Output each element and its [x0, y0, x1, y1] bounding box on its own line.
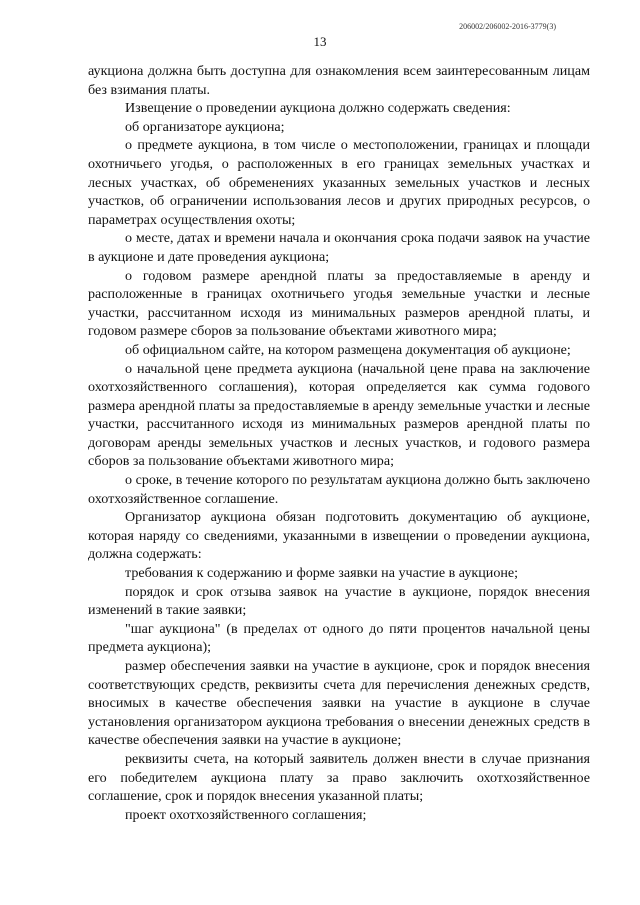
- paragraph: о годовом размере арендной платы за предоставляемые в аренду и расположенные в границах охотничьего угодья земельные участки и лесные участки, рассчитанном исходя из минимальных размеров арендной платы, и годовом размере сборов за пользование объектами животного мира;: [88, 267, 590, 340]
- document-id: 206002/206002-2016-3779(3): [459, 22, 556, 31]
- paragraph: об организаторе аукциона;: [125, 118, 285, 135]
- paragraph: аукциона должна быть доступна для ознакомления всем заинтересованным лицам без взимания платы.: [88, 63, 590, 98]
- paragraph: порядок и срок отзыва заявок на участие в аукционе, порядок внесения изменений в такие заявки;: [88, 583, 590, 619]
- paragraph: о месте, датах и времени начала и окончания срока подачи заявок на участие в аукционе и дате проведения аукциона;: [88, 230, 590, 265]
- paragraph: требования к содержанию и форме заявки на участие в аукционе;: [125, 565, 519, 582]
- paragraph: "шаг аукциона" (в пределах от одного до пяти процентов начальной цены предмета аукциона);: [88, 620, 590, 656]
- paragraph: об официальном сайте, на котором размещена документация об аукционе;: [125, 341, 571, 358]
- paragraph: о начальной цене предмета аукциона (начальной цене права на заключение охотхозяйственного соглашения), которая определяется как сумма годового размера арендной платы за предоставляемые в аренду земельные участки и лесные участки, рассчитанного исходя из минимальных размеров арендной платы по договорам аренды земельных участков и лесных участков, и годового размера сборов за пользование объектами животного мира;: [88, 360, 590, 470]
- paragraph: Извещение о проведении аукциона должно содержать сведения:: [125, 100, 511, 117]
- paragraph: о сроке, в течение которого по результатам аукциона должно быть заключено охотхозяйственное соглашение.: [88, 472, 590, 507]
- paragraph: размер обеспечения заявки на участие в аукционе, срок и порядок внесения соответствующих средств, реквизиты счета для перечисления денежных средств, вносимых в качестве обеспечения заявки на участие в аукционе в случае установления организатором аукциона требования о внесении денежных средств в качестве обеспечения заявки на участие в аукционе;: [88, 658, 590, 749]
- page-number: 13: [313, 34, 327, 49]
- paragraph: Организатор аукциона обязан подготовить документацию об аукционе, которая наряду со сведениями, указанными в извещении о проведении аукциона, должна содержать:: [88, 509, 590, 563]
- paragraph: о предмете аукциона, в том числе о местоположении, границах и площади охотничьего угодья, о расположенных в его границах земельных участках и лесных участках, об обременениях указанных земельных участков и лесных участков, об ограничении использования лесов и других природных ресурсов, о параметрах осуществления охоты;: [88, 137, 590, 228]
- paragraph: проект охотхозяйственного соглашения;: [125, 806, 367, 823]
- paragraph: реквизиты счета, на который заявитель должен внести в случае признания его победителем аукциона плату за право заключить охотхозяйственное соглашение, срок и порядок внесения указанной платы;: [88, 750, 590, 805]
- document-body: [88, 62, 590, 824]
